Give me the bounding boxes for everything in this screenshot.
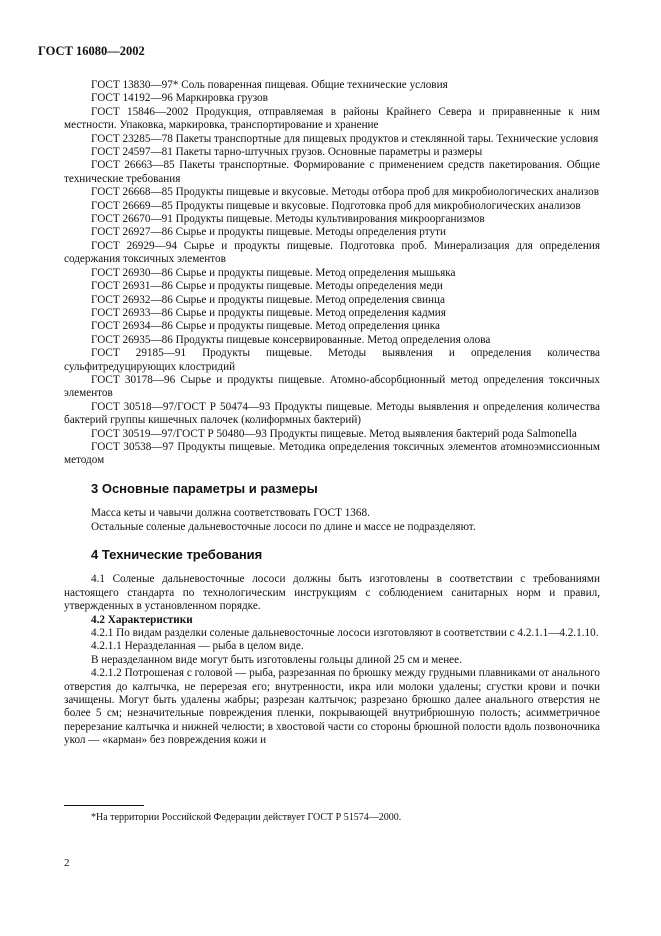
reference-item: ГОСТ 29185—91 Продукты пищевые. Методы выявления и определения количества сульфитредуцирующих клостридий bbox=[64, 347, 600, 373]
reference-item: ГОСТ 30538—97 Продукты пищевые. Методика определения токсичных элементов атомноэмиссионным методом bbox=[64, 440, 600, 467]
reference-item: ГОСТ 30519—97/ГОСТ Р 50480—93 Продукты пищевые. Метод выявления бактерий рода Salmonella bbox=[91, 427, 577, 440]
page-number: 2 bbox=[64, 857, 70, 869]
subsection-title: 4.2 Характеристики bbox=[91, 613, 193, 626]
reference-item: ГОСТ 30518—97/ГОСТ Р 50474—93 Продукты пищевые. Методы выявления и определения количества бактерий группы кишечных палочек (колиформных бактерий) bbox=[64, 400, 600, 427]
reference-item: ГОСТ 26932—86 Сырье и продукты пищевые. Метод определения свинца bbox=[91, 293, 445, 306]
reference-item: ГОСТ 26929—94 Сырье и продукты пищевые. Подготовка проб. Минерализация для определения содержания токсичных элементов bbox=[64, 239, 600, 266]
document-body bbox=[64, 79, 600, 748]
reference-item: ГОСТ 26935—86 Продукты пищевые консервированные. Метод определения олова bbox=[91, 333, 491, 346]
reference-item: ГОСТ 26930—86 Сырье и продукты пищевые. Метод определения мышьяка bbox=[91, 266, 456, 279]
reference-item: ГОСТ 30178—96 Сырье и продукты пищевые. Атомно-абсорбционный метод определения токсичных элементов bbox=[64, 373, 600, 400]
reference-item: ГОСТ 24597—81 Пакеты тарно-штучных грузов. Основные параметры и размеры bbox=[91, 146, 483, 159]
paragraph: 4.2.1.2 Потрошеная с головой — рыба, разрезанная по брюшку между грудными плавниками от анального отверстия до калтычка, не перерезая его; внутренности, икра или молоки удалены; сгустки крови и почки зачищены. Могут быть удалены жабры; разрезан калтычок; разрезано брюшко далее анального отверстия не более 5 см; незначительные повреждения пленки, покрывающей внутрибрюшную полость; асимметричное перерезание калтычка и нижней челюсти; в хвостовой части со стороны брюшной полости вдоль позвоночника укол — «карман» без повреждения кожи и bbox=[64, 667, 600, 747]
footnote-divider bbox=[64, 805, 144, 806]
paragraph: Остальные соленые дальневосточные лососи по длине и массе не подразделяют. bbox=[91, 520, 476, 533]
reference-item: ГОСТ 26668—85 Продукты пищевые и вкусовые. Методы отбора проб для микробиологических анализов bbox=[91, 186, 600, 199]
reference-item: ГОСТ 26934—86 Сырье и продукты пищевые. Метод определения цинка bbox=[91, 320, 440, 333]
paragraph: Масса кеты и чавычи должна соответствовать ГОСТ 1368. bbox=[91, 507, 370, 520]
paragraph: 4.1 Соленые дальневосточные лососи должны быть изготовлены в соответствии с требованиями настоящего стандарта по технологическим инструкциям с соблюдением санитарных норм и правил, утвержденных в установленном порядке. bbox=[64, 573, 600, 613]
reference-item: ГОСТ 15846—2002 Продукция, отправляемая в районы Крайнего Севера и приравненные к ним местности. Упаковка, маркировка, транспортирование и хранение bbox=[64, 105, 600, 132]
reference-item: ГОСТ 26663—85 Пакеты транспортные. Формирование с применением средств пакетирования. Общие технические требования bbox=[64, 159, 600, 185]
paragraph: 4.2.1 По видам разделки соленые дальневосточные лососи изготовляют в соответствии с 4.2.1.1—4.2.1.10. bbox=[91, 627, 599, 640]
paragraph: В неразделанном виде могут быть изготовлены гольцы длиной 25 см и менее. bbox=[91, 653, 462, 666]
section-4-title: 4 Технические требования bbox=[91, 547, 263, 562]
reference-item: ГОСТ 26927—86 Сырье и продукты пищевые. Методы определения ртути bbox=[91, 226, 446, 239]
reference-item: ГОСТ 13830—97* Соль поваренная пищевая. Общие технические условия bbox=[91, 79, 448, 91]
reference-item: ГОСТ 14192—96 Маркировка грузов bbox=[91, 92, 268, 105]
section-3-title: 3 Основные параметры и размеры bbox=[91, 480, 318, 496]
reference-item: ГОСТ 26670—91 Продукты пищевые. Методы культивирования микроорганизмов bbox=[91, 213, 485, 226]
reference-item: ГОСТ 26931—86 Сырье и продукты пищевые. Методы определения меди bbox=[91, 280, 443, 293]
page-header: ГОСТ 16080—2002 bbox=[38, 44, 145, 58]
paragraph: 4.2.1.1 Неразделанная — рыба в целом виде. bbox=[91, 640, 304, 653]
reference-item: ГОСТ 26669—85 Продукты пищевые и вкусовые. Подготовка проб для микробиологических анализов bbox=[91, 199, 581, 212]
references-list bbox=[64, 79, 600, 468]
reference-item: ГОСТ 23285—78 Пакеты транспортные для пищевых продуктов и стеклянной тары. Технические условия bbox=[91, 132, 599, 145]
footnote: *На территории Российской Федерации действует ГОСТ Р 51574—2000. bbox=[91, 812, 402, 823]
reference-item: ГОСТ 26933—86 Сырье и продукты пищевые. Метод определения кадмия bbox=[91, 306, 446, 319]
